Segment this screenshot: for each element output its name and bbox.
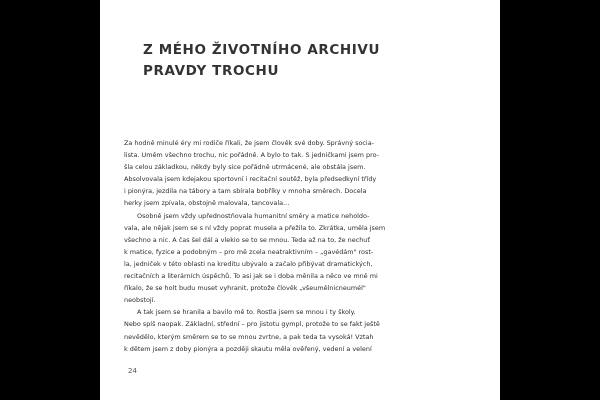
text-line: lista. Uměm všechno trochu, nic pořádně. A bylo to tak. S jedničkami jsem pro-	[124, 151, 379, 160]
text-line: Nebo spíš naopak. Základní, střední – pro jistotu gympl, protože to se fakt ještě	[124, 320, 380, 329]
text-line: vala, ale nějak jsem se s ní vždy poprat musela a přežila to. Zkrátka, uměla jsem	[124, 223, 386, 232]
chapter-title-line-1: Z MÉHO ŽIVOTNÍHO ARCHIVU	[143, 42, 381, 58]
text-line: k dětem jsem z doby pionýra a později skautu měla ověřený, vedení a velení	[124, 344, 372, 353]
text-line: A tak jsem se hranila a bavilo mě to. Rostla jsem se mnou i ty školy.	[137, 308, 356, 317]
page-number: 24	[128, 367, 137, 375]
text-line: neobstojí.	[124, 296, 156, 305]
paragraph	[124, 210, 494, 307]
text-line: i pionýra, jezdila na tábory a tam sbírala bobříky v mnoha směrech. Docela	[124, 187, 367, 196]
text-line: šla celou základkou, někdy byly sice pořádně utrmácené, ale obstála jsem.	[124, 163, 366, 172]
text-line: recitačních a literárních úspěchů. To asi jak se i doba měnila a něco ve mně mi	[124, 272, 378, 281]
book-page	[100, 0, 500, 400]
text-line: všechno a nic. A čas šel dál a vlekio se to se mnou. Teda až na to, že nechuť	[124, 235, 370, 244]
text-line: Za hodně minulé éry mi rodiče říkali, že jsem člověk své doby. Správný socia-	[124, 139, 374, 147]
text-line: nevědělo, kterým směrem se to se mnou zvrtne, a pak teda ta vysoká! Vztah	[124, 332, 374, 341]
text-line: Absolvovala jsem kdejakou sportovní i recitační soutěž, byla předsedkyní třídy	[124, 175, 377, 184]
text-line: říkalo, že se holt budu muset vyhranit, protože člověk „všeumělnicneumél"	[124, 284, 366, 293]
text-line: la, jedniček v této oblasti na kreditu ubývalo a začalo přibývat dramatických,	[124, 259, 373, 268]
body-text	[124, 137, 494, 355]
paragraph	[124, 306, 494, 354]
paragraph	[124, 137, 494, 210]
chapter-title	[143, 40, 473, 82]
chapter-title-line-2: PRAVDY TROCHU	[143, 63, 280, 79]
text-line: herky jsem zpívala, obstojně malovala, tancovala…	[124, 199, 290, 208]
text-line: Osobně jsem vždy upřednostňovala humanitní směry a matice neholdo-	[137, 211, 370, 220]
text-line: k matice, fyzice a podobným – pro mě zcela neatraktivním – „gavédám" rost-	[124, 247, 374, 256]
